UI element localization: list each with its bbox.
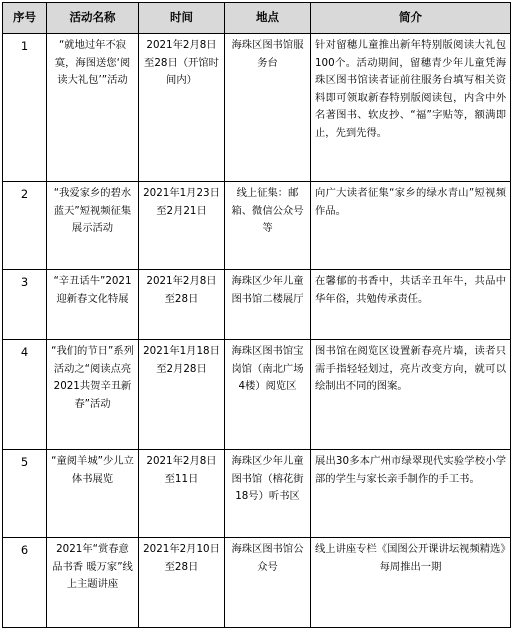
table-row [3, 34, 511, 182]
row-description [311, 538, 511, 628]
row-location: 海珠区少年儿童图书馆（榕花街18号）听书区 [225, 450, 311, 538]
row-description: 针对留穗儿童推出新年特别版阅读大礼包100个。活动期间，留穗青少年儿童凭海珠区图书馆读者证前往服务台填写相关资料即可领取新春特别版阅读包，内含中外名著图书、软皮抄、“福”字贴等，额满即止，先到先得。 [311, 34, 511, 182]
row-time: 2021年2月10日至28日 [139, 538, 225, 628]
row-location: 海珠区图书馆公众号 [225, 538, 311, 628]
row-index: 1 [3, 34, 47, 182]
row-time: 2021年2月8日至11日 [139, 450, 225, 538]
row-activity-name: 2021年“赏春意 品书香 暖万家”线上主题讲座 [47, 538, 139, 628]
row-activity-name: “童阅羊城”少儿立体书展览 [47, 450, 139, 538]
row-description: 展出30多本广州市绿翠现代实验学校小学部的学生与家长亲手制作的手工书。 [311, 450, 511, 538]
table-row [3, 182, 511, 270]
table-row [3, 270, 511, 340]
row-description: 图书馆在阅览区设置新春亮片墙，读者只需手指轻轻划过，亮片改变方向，就可以绘制出不同的图案。 [311, 340, 511, 450]
row-location: 海珠区图书馆服务台 [225, 34, 311, 182]
header-description: 简介 [311, 3, 511, 34]
row-index: 6 [3, 538, 47, 628]
row-description-schedule: 每周推出一期 [379, 560, 442, 573]
row-activity-name: “辛丑话牛”2021迎新春文化特展 [47, 270, 139, 340]
row-time: 2021年1月23日至2月21日 [139, 182, 225, 270]
table-header-row [3, 3, 511, 34]
row-activity-name: “我们的节日”系列活动之“阅读点亮2021共贺辛丑新春”活动 [47, 340, 139, 450]
header-time: 时间 [139, 3, 225, 34]
row-time: 2021年2月8日至28日（开馆时间内） [139, 34, 225, 182]
row-index: 5 [3, 450, 47, 538]
row-activity-name: “就地过年不寂寞，海图送您‘阅读大礼包’”活动 [47, 34, 139, 182]
row-location: 线上征集：邮箱、微信公众号等 [225, 182, 311, 270]
activity-table [2, 2, 511, 628]
table-row [3, 538, 511, 628]
row-location: 海珠区图书馆宝岗馆（南北广场4楼）阅览区 [225, 340, 311, 450]
row-index: 3 [3, 270, 47, 340]
table-row [3, 340, 511, 450]
row-activity-name: “我爱家乡的碧水蓝天”短视频征集展示活动 [47, 182, 139, 270]
header-index: 序号 [3, 3, 47, 34]
row-description: 向广大读者征集“家乡的绿水青山”短视频作品。 [311, 182, 511, 270]
row-location: 海珠区少年儿童图书馆二楼展厅 [225, 270, 311, 340]
header-activity-name: 活动名称 [47, 3, 139, 34]
row-index: 2 [3, 182, 47, 270]
row-description-line: 线上讲座专栏《国图公开课讲坛视频精选》 [315, 543, 511, 555]
row-description: 在馨郁的书香中，共话辛丑年牛，共品中华年俗，共勉传承责任。 [311, 270, 511, 340]
row-time: 2021年2月8日至28日 [139, 270, 225, 340]
header-location: 地点 [225, 3, 311, 34]
table-row [3, 450, 511, 538]
row-time: 2021年1月18日至2月28日 [139, 340, 225, 450]
row-index: 4 [3, 340, 47, 450]
